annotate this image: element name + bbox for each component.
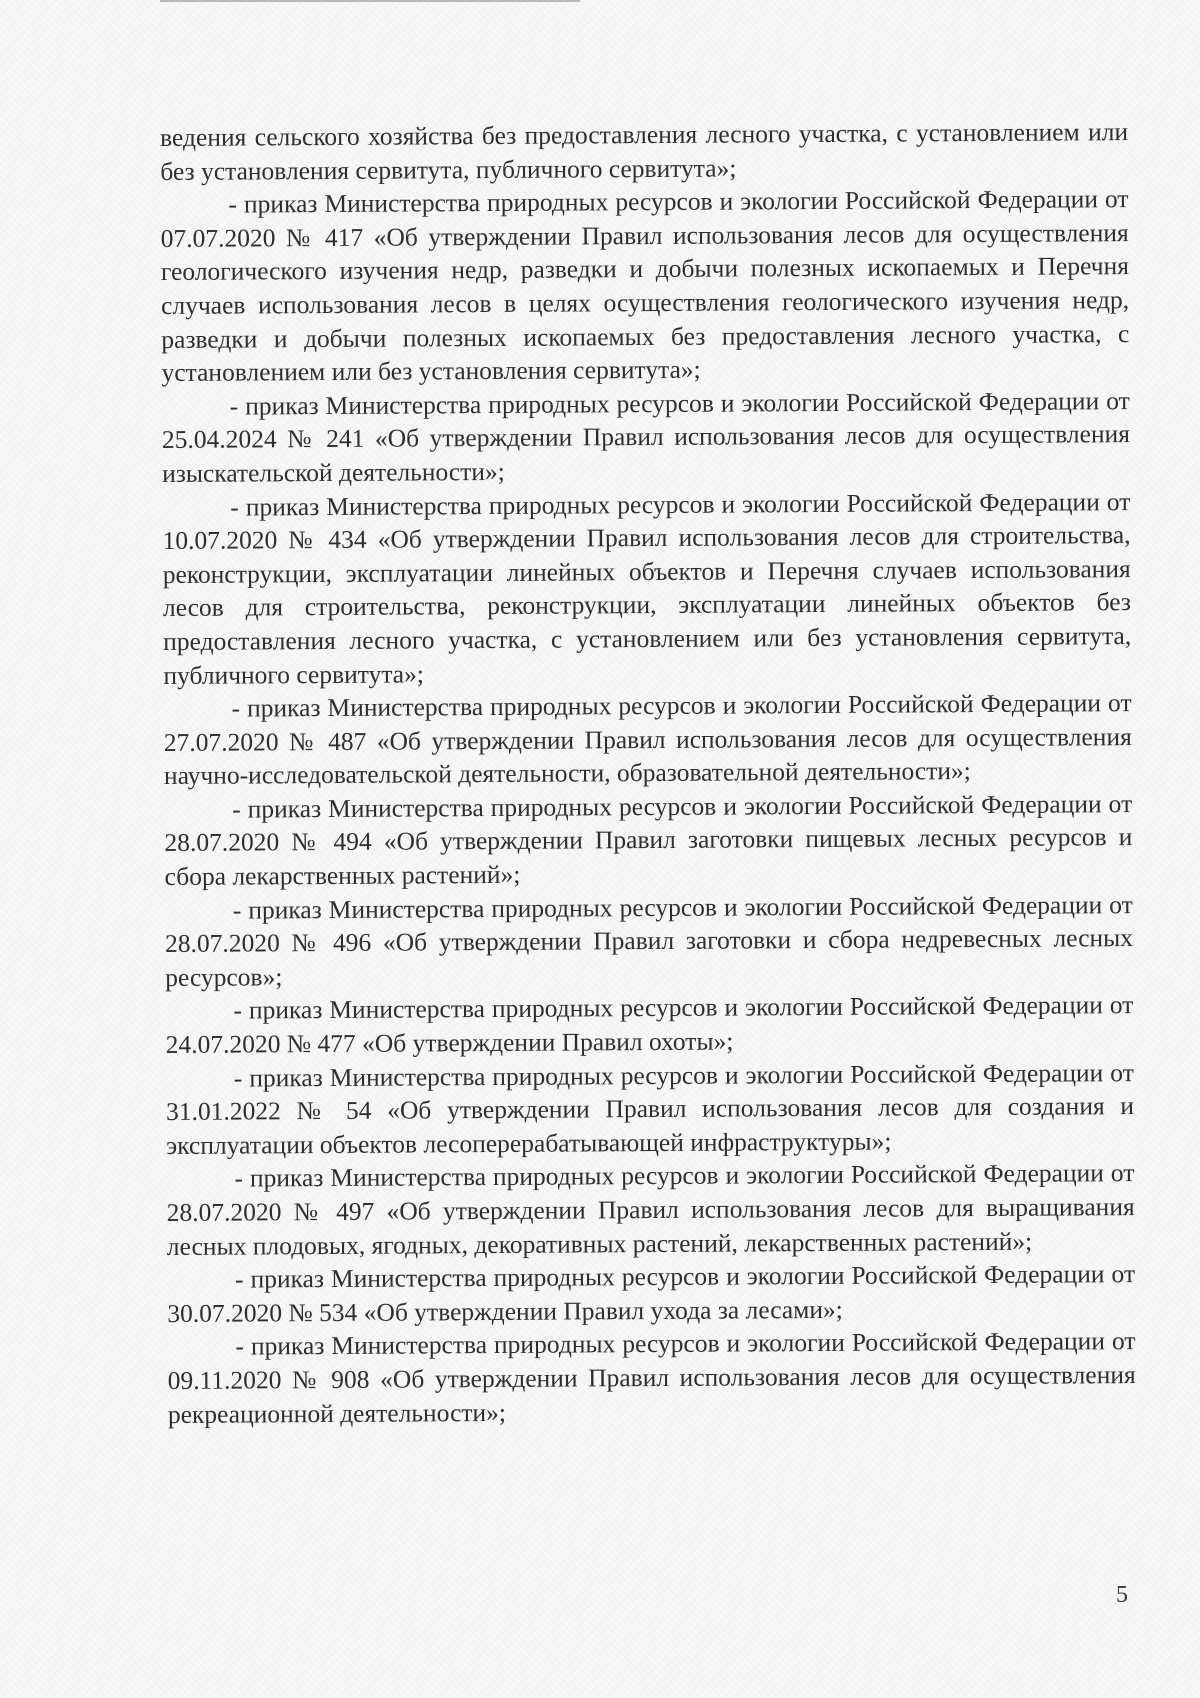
continuation-paragraph: ведения сельского хозяйства без предоставления лесного участка, с установлением или без установления сервитута, публичного сервитута»; xyxy=(160,117,1129,186)
list-item: - приказ Министерства природных ресурсов и экологии Российской Федерации от 09.11.2020 № 908 «Об утверждении Правил использования лесов для осуществления рекреационной деятельности»; xyxy=(167,1326,1136,1429)
list-item: - приказ Министерства природных ресурсов и экологии Российской Федерации от 28.07.2020 № 497 «Об утверждении Правил использования лесов для выращивания лесных плодовых, ягодных, декоративных растений, лекарственных растений»; xyxy=(166,1158,1135,1261)
list-item: - приказ Министерства природных ресурсов и экологии Российской Федерации от 24.07.2020 № 477 «Об утверждении Правил охоты»; xyxy=(165,990,1134,1060)
list-item: - приказ Министерства природных ресурсов и экологии Российской Федерации от 30.07.2020 № 534 «Об утверждении Правил ухода за лесами»; xyxy=(167,1259,1136,1328)
page-number: 5 xyxy=(1116,1582,1128,1608)
list-item: - приказ Министерства природных ресурсов и экологии Российской Федерации от 27.07.2020 № 487 «Об утверждении Правил использования лесов для осуществления научно-исследовательской деятельности, образовательной деятельности»; xyxy=(163,688,1132,791)
list-item: - приказ Министерства природных ресурсов и экологии Российской Федерации от 07.07.2020 № 417 «Об утверждении Правил использования лесов для осуществления геологического изучения недр, разведки и добычи полезных ископаемых и Перечня случаев использования лесов в целях осуществления геологического изучения недр, разведки и добычи полезных ископаемых без предоставления лесного участка, с установлением или без установления сервитута»; xyxy=(160,184,1130,388)
document-body xyxy=(160,115,1136,1431)
list-item: - приказ Министерства природных ресурсов и экологии Российской Федерации от 25.04.2024 № 241 «Об утверждении Правил использования лесов для осуществления изыскательской деятельности»; xyxy=(161,385,1131,488)
list-item: - приказ Министерства природных ресурсов и экологии Российской Федерации от 28.07.2020 № 496 «Об утверждении Правил заготовки и сбора недревесных лесных ресурсов»; xyxy=(164,889,1134,992)
list-item: - приказ Министерства природных ресурсов и экологии Российской Федерации от 31.01.2022 № 54 «Об утверждении Правил использования лесов для создания и эксплуатации объектов лесоперерабатывающей инфраструктуры»; xyxy=(165,1057,1135,1160)
list-item: - приказ Министерства природных ресурсов и экологии Российской Федерации от 10.07.2020 № 434 «Об утверждении Правил использования лесов для строительства, реконструкции, эксплуатации линейных объектов и Перечня случаев использования лесов для строительства, реконструкции, эксплуатации линейных объектов без предоставления лесного участка, с установлением или без установления сервитута, публичного сервитута»; xyxy=(162,486,1132,690)
scan-edge-line xyxy=(160,0,580,2)
list-item: - приказ Министерства природных ресурсов и экологии Российской Федерации от 28.07.2020 № 494 «Об утверждении Правил заготовки пищевых лесных ресурсов и сбора лекарственных растений»; xyxy=(164,788,1133,892)
